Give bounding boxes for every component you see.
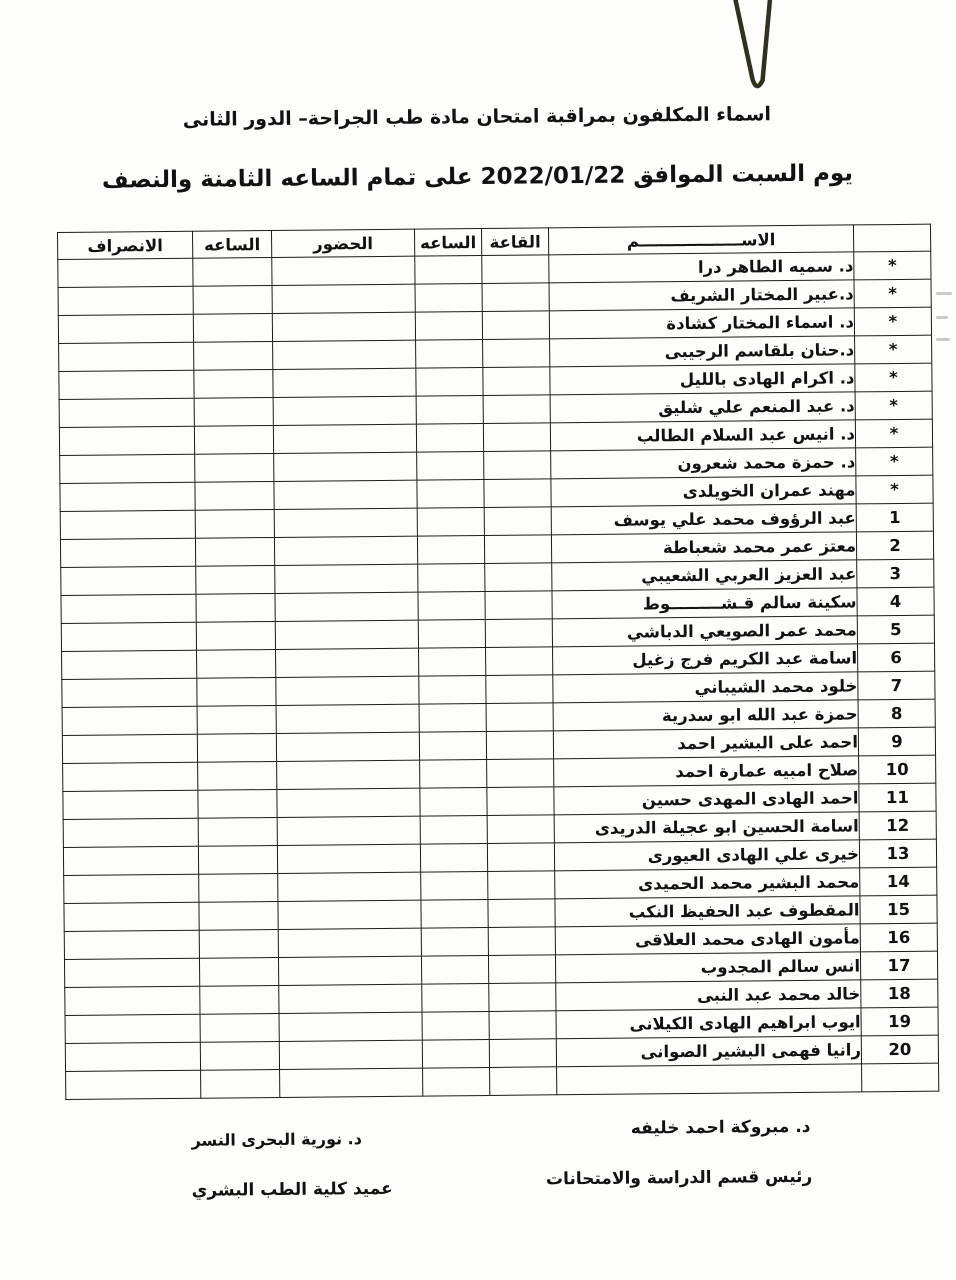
row-departure-cell: [61, 622, 196, 651]
row-name-cell: حمزة عبد الله ابو سدرية: [553, 700, 858, 731]
row-hall-cell: [487, 815, 554, 844]
row-marker-cell: 13: [859, 839, 936, 868]
header-hour-in: الساعه: [414, 228, 481, 256]
row-departure-cell: [60, 482, 195, 511]
row-name-cell: محمد البشير محمد الحميدى: [555, 868, 860, 899]
document-title: اسماء المكلفون بمراقبة امتحان مادة طب الجراحة– الدور الثانى: [182, 103, 772, 131]
row-hall-cell: [482, 255, 549, 284]
scan-artifact: [936, 316, 948, 319]
row-hour-in-cell: [418, 591, 485, 620]
row-hour-in-cell: [418, 563, 485, 592]
row-hall-cell: [483, 367, 550, 396]
signature-right-name: د. مبروكة احمد خليفه: [630, 1116, 811, 1139]
row-departure-cell: [59, 370, 194, 399]
row-hour-in-cell: [423, 1067, 490, 1096]
row-hour-out-cell: [193, 313, 272, 342]
row-name-cell: رانيا فهمى البشير الصوانى: [556, 1036, 861, 1067]
row-name-cell: خلود محمد الشيباني: [553, 672, 858, 703]
row-hour-out-cell: [198, 761, 277, 790]
row-attendance-cell: [277, 788, 420, 817]
row-name-cell: اسامة عبد الكريم فرج زغيل: [553, 644, 858, 675]
row-marker-cell: 18: [861, 979, 938, 1008]
row-marker-cell: *: [856, 447, 933, 476]
row-name-cell: خيرى علي الهادى العيورى: [554, 840, 859, 871]
row-marker-cell: *: [854, 251, 931, 280]
row-attendance-cell: [276, 732, 419, 761]
row-hour-out-cell: [200, 1041, 279, 1070]
row-hour-out-cell: [200, 1013, 279, 1042]
row-hour-in-cell: [417, 507, 484, 536]
row-marker-cell: 14: [860, 867, 937, 896]
row-hall-cell: [482, 283, 549, 312]
row-hour-out-cell: [193, 285, 272, 314]
row-name-cell: احمد الهادى المهدى حسين: [554, 784, 859, 815]
row-name-cell: د. اكرام الهادى بالليل: [550, 364, 855, 395]
invigilators-table: [57, 224, 939, 1100]
row-hour-out-cell: [199, 901, 278, 930]
row-name-cell: د. انيس عبد السلام الطالب: [550, 420, 855, 451]
row-hour-out-cell: [194, 425, 273, 454]
row-departure-cell: [58, 286, 193, 315]
row-marker-cell: 19: [861, 1007, 938, 1036]
row-attendance-cell: [277, 816, 420, 845]
row-departure-cell: [61, 566, 196, 595]
row-hall-cell: [487, 787, 554, 816]
row-marker-cell: 17: [860, 951, 937, 980]
row-hall-cell: [486, 703, 553, 732]
row-marker-cell: 2: [856, 531, 933, 560]
row-attendance-cell: [277, 844, 420, 873]
row-attendance-cell: [276, 676, 419, 705]
row-attendance-cell: [274, 508, 417, 537]
row-hour-out-cell: [196, 593, 275, 622]
row-marker-cell: *: [855, 335, 932, 364]
row-marker-cell: 10: [859, 755, 936, 784]
row-hall-cell: [488, 899, 555, 928]
row-hour-out-cell: [201, 1069, 280, 1098]
row-hall-cell: [485, 591, 552, 620]
row-attendance-cell: [278, 900, 421, 929]
row-name-cell: مأمون الهادى محمد العلاقى: [555, 924, 860, 955]
row-departure-cell: [63, 818, 198, 847]
row-name-cell: خالد محمد عبد النبى: [556, 980, 861, 1011]
row-hour-out-cell: [200, 985, 279, 1014]
row-hour-in-cell: [417, 479, 484, 508]
row-departure-cell: [63, 762, 198, 791]
row-departure-cell: [60, 538, 195, 567]
row-marker-cell: 16: [860, 923, 937, 952]
row-hall-cell: [486, 647, 553, 676]
row-marker-cell: 1: [856, 503, 933, 532]
row-departure-cell: [59, 398, 194, 427]
row-departure-cell: [59, 426, 194, 455]
row-hour-in-cell: [415, 283, 482, 312]
row-name-cell: د. حمزة محمد شعرون: [551, 448, 856, 479]
row-marker-cell: 9: [858, 727, 935, 756]
header-hour-out: الساعه: [192, 231, 271, 259]
row-name-cell: د. سميه الطاهر درا: [549, 252, 854, 283]
row-departure-cell: [65, 1014, 200, 1043]
signature-left-name: د. نورية البحرى النسر: [191, 1129, 363, 1150]
row-marker-cell: 5: [857, 615, 934, 644]
row-departure-cell: [63, 790, 198, 819]
row-hall-cell: [488, 955, 555, 984]
row-attendance-cell: [278, 928, 421, 957]
row-hall-cell: [490, 1067, 557, 1096]
row-departure-cell: [64, 902, 199, 931]
row-marker-cell: 3: [857, 559, 934, 588]
row-marker-cell: *: [854, 307, 931, 336]
row-hall-cell: [483, 423, 550, 452]
row-hour-in-cell: [420, 759, 487, 788]
row-name-cell: د.حنان بلقاسم الرجيبى: [550, 336, 855, 367]
table-body: [58, 251, 939, 1099]
row-hour-in-cell: [419, 731, 486, 760]
row-attendance-cell: [279, 1040, 422, 1069]
row-hall-cell: [483, 339, 550, 368]
row-hour-in-cell: [416, 423, 483, 452]
row-attendance-cell: [273, 368, 416, 397]
row-hour-in-cell: [420, 787, 487, 816]
row-attendance-cell: [272, 312, 415, 341]
row-hour-in-cell: [420, 843, 487, 872]
row-hour-out-cell: [198, 789, 277, 818]
row-departure-cell: [66, 1070, 201, 1099]
row-attendance-cell: [273, 396, 416, 425]
row-name-cell: د.عبير المختار الشريف: [549, 280, 854, 311]
row-departure-cell: [61, 594, 196, 623]
row-name-cell: ايوب ابراهيم الهادى الكيلانى: [556, 1008, 861, 1039]
row-departure-cell: [64, 930, 199, 959]
scan-artifact: [936, 338, 950, 341]
row-marker-cell: 20: [861, 1035, 938, 1064]
row-hour-out-cell: [196, 565, 275, 594]
row-marker-cell: *: [855, 419, 932, 448]
row-hour-in-cell: [419, 675, 486, 704]
row-hour-in-cell: [422, 983, 489, 1012]
row-hour-out-cell: [197, 677, 276, 706]
row-name-cell: اسامة الحسين ابو عجيلة الدريدى: [554, 812, 859, 843]
row-marker-cell: 6: [857, 643, 934, 672]
row-name-cell: صلاح امبيه عمارة احمد: [554, 756, 859, 787]
row-attendance-cell: [273, 424, 416, 453]
row-hall-cell: [486, 731, 553, 760]
row-hour-in-cell: [415, 311, 482, 340]
row-name-cell: انس سالم المجدوب: [555, 952, 860, 983]
row-hour-in-cell: [419, 647, 486, 676]
row-name-cell: المقطوف عبد الحفيظ النكب: [555, 896, 860, 927]
row-name-cell: د. عبد المنعم علي شليق: [550, 392, 855, 423]
header-departure: الانصراف: [58, 231, 193, 259]
scan-artifact: [936, 292, 952, 295]
row-departure-cell: [62, 650, 197, 679]
row-hall-cell: [484, 535, 551, 564]
row-departure-cell: [58, 314, 193, 343]
row-marker-cell: 15: [860, 895, 937, 924]
row-departure-cell: [60, 454, 195, 483]
row-hall-cell: [487, 759, 554, 788]
row-hour-out-cell: [199, 957, 278, 986]
row-departure-cell: [60, 510, 195, 539]
row-attendance-cell: [272, 284, 415, 313]
row-name-cell: عبد الرؤوف محمد علي يوسف: [551, 504, 856, 535]
row-marker-cell: 7: [858, 671, 935, 700]
row-hall-cell: [482, 311, 549, 340]
row-hour-in-cell: [422, 1011, 489, 1040]
row-hall-cell: [485, 563, 552, 592]
signature-left-title: عميد كلية الطب البشري: [191, 1178, 393, 1201]
row-hour-in-cell: [422, 1039, 489, 1068]
row-hour-in-cell: [416, 395, 483, 424]
row-marker-cell: 4: [857, 587, 934, 616]
row-hall-cell: [483, 395, 550, 424]
row-hall-cell: [489, 1039, 556, 1068]
row-hour-out-cell: [198, 817, 277, 846]
row-name-cell: معتز عمر محمد شعباطة: [551, 532, 856, 563]
row-departure-cell: [62, 706, 197, 735]
paperclip-icon: [716, 0, 797, 102]
document-subtitle-date: يوم السبت الموافق 2022/01/22 على تمام الساعه الثامنة والنصف: [101, 160, 854, 194]
row-attendance-cell: [275, 592, 418, 621]
row-hour-out-cell: [194, 369, 273, 398]
row-departure-cell: [64, 958, 199, 987]
row-name-cell: عبد العزيز العربي الشعيبي: [552, 560, 857, 591]
row-departure-cell: [58, 258, 193, 287]
row-marker-cell: *: [856, 475, 933, 504]
row-attendance-cell: [275, 564, 418, 593]
row-hall-cell: [489, 983, 556, 1012]
row-marker-cell: *: [854, 279, 931, 308]
row-hour-out-cell: [197, 649, 276, 678]
row-attendance-cell: [275, 620, 418, 649]
row-attendance-cell: [273, 340, 416, 369]
row-hour-in-cell: [417, 451, 484, 480]
row-hall-cell: [488, 927, 555, 956]
row-hour-in-cell: [417, 535, 484, 564]
header-hall: القاعة: [481, 228, 548, 256]
row-hour-in-cell: [421, 927, 488, 956]
row-hour-in-cell: [421, 871, 488, 900]
row-marker-cell: *: [855, 363, 932, 392]
row-departure-cell: [63, 846, 198, 875]
row-hour-out-cell: [197, 705, 276, 734]
row-hour-in-cell: [418, 619, 485, 648]
row-hall-cell: [489, 1011, 556, 1040]
row-name-cell: مهند عمران الخويلدى: [551, 476, 856, 507]
row-departure-cell: [64, 874, 199, 903]
row-hour-out-cell: [194, 341, 273, 370]
row-marker-cell: 8: [858, 699, 935, 728]
row-hour-out-cell: [195, 537, 274, 566]
row-attendance-cell: [274, 452, 417, 481]
row-hall-cell: [486, 675, 553, 704]
row-name-cell: د. اسماء المختار كشادة: [549, 308, 854, 339]
row-name-cell: احمد على البشير احمد: [553, 728, 858, 759]
row-departure-cell: [62, 678, 197, 707]
row-hour-in-cell: [419, 703, 486, 732]
row-departure-cell: [65, 986, 200, 1015]
row-departure-cell: [59, 342, 194, 371]
row-hall-cell: [485, 619, 552, 648]
row-hour-out-cell: [197, 733, 276, 762]
row-marker-cell: *: [855, 391, 932, 420]
row-hall-cell: [484, 451, 551, 480]
row-hall-cell: [488, 871, 555, 900]
row-attendance-cell: [279, 1012, 422, 1041]
row-marker-cell: 11: [859, 783, 936, 812]
row-hall-cell: [484, 507, 551, 536]
row-name-cell: سكينة سالم قـشـــــــــوط: [552, 588, 857, 619]
row-hour-out-cell: [195, 509, 274, 538]
row-hour-out-cell: [195, 453, 274, 482]
header-name: الاســــــــــــــــــم: [548, 225, 853, 255]
row-hour-out-cell: [195, 481, 274, 510]
row-attendance-cell: [278, 872, 421, 901]
row-hour-out-cell: [193, 258, 272, 287]
row-marker-cell: 12: [859, 811, 936, 840]
row-hour-out-cell: [199, 929, 278, 958]
header-marker: [853, 224, 930, 252]
row-name-cell: [557, 1064, 862, 1095]
row-attendance-cell: [276, 704, 419, 733]
row-hour-out-cell: [194, 397, 273, 426]
row-hour-in-cell: [416, 339, 483, 368]
row-attendance-cell: [278, 956, 421, 985]
row-hour-out-cell: [196, 621, 275, 650]
row-marker-cell: [862, 1063, 939, 1092]
row-hour-in-cell: [416, 367, 483, 396]
row-departure-cell: [62, 734, 197, 763]
row-hour-out-cell: [198, 845, 277, 874]
signature-right-title: رئيس قسم الدراسة والامتحانات: [545, 1166, 813, 1190]
row-attendance-cell: [279, 984, 422, 1013]
row-hall-cell: [487, 843, 554, 872]
row-attendance-cell: [276, 648, 419, 677]
row-attendance-cell: [280, 1068, 423, 1097]
row-attendance-cell: [277, 760, 420, 789]
row-attendance-cell: [274, 480, 417, 509]
row-attendance-cell: [272, 256, 415, 285]
row-hour-out-cell: [199, 873, 278, 902]
row-hall-cell: [484, 479, 551, 508]
row-hour-in-cell: [421, 955, 488, 984]
row-hour-in-cell: [415, 255, 482, 284]
row-departure-cell: [65, 1042, 200, 1071]
row-hour-in-cell: [420, 815, 487, 844]
row-name-cell: محمد عمر الصويعي الدباشي: [552, 616, 857, 647]
row-hour-in-cell: [421, 899, 488, 928]
row-attendance-cell: [274, 536, 417, 565]
header-attendance: الحضور: [271, 229, 414, 257]
